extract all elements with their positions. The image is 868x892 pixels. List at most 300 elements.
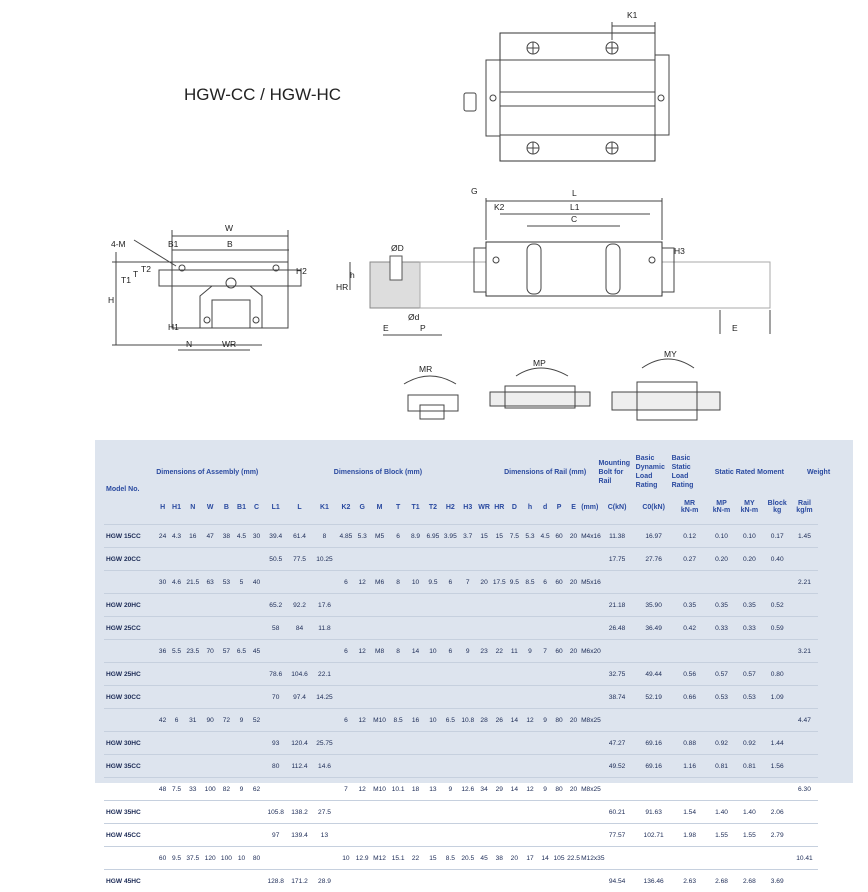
value-cell: 80 — [552, 778, 566, 801]
value-cell: 27.76 — [636, 548, 672, 571]
value-cell — [507, 732, 522, 755]
value-cell — [169, 663, 184, 686]
value-cell: 1.54 — [672, 801, 708, 824]
value-cell: 52.19 — [636, 686, 672, 709]
label-e-right: E — [732, 323, 738, 333]
sub-header-cell: N — [184, 490, 201, 525]
label-g: G — [471, 186, 478, 196]
value-cell — [234, 732, 249, 755]
value-cell — [459, 801, 476, 824]
table-row — [104, 709, 846, 732]
label-t: T — [133, 269, 138, 279]
value-cell: 25.75 — [312, 732, 338, 755]
value-cell — [522, 824, 538, 847]
value-cell: 53 — [219, 571, 234, 594]
value-cell — [407, 801, 424, 824]
value-cell: M6 — [370, 571, 390, 594]
value-cell: 7 — [337, 778, 354, 801]
sub-header-cell: B — [219, 490, 234, 525]
value-cell: 15 — [492, 525, 507, 548]
value-cell: 77.5 — [287, 548, 311, 571]
value-cell: 0.66 — [672, 686, 708, 709]
value-cell — [636, 709, 672, 732]
value-cell — [538, 870, 552, 892]
value-cell — [442, 548, 459, 571]
value-cell: 49.52 — [599, 755, 636, 778]
value-cell — [442, 870, 459, 892]
label-k2: K2 — [494, 202, 505, 212]
value-cell: 97.4 — [287, 686, 311, 709]
value-cell: 60 — [552, 571, 566, 594]
value-cell — [636, 571, 672, 594]
value-cell: 0.20 — [708, 548, 736, 571]
value-cell: 171.2 — [287, 870, 311, 892]
value-cell — [566, 755, 581, 778]
value-cell: 21.5 — [184, 571, 201, 594]
value-cell: 12 — [355, 778, 370, 801]
value-cell — [636, 778, 672, 801]
value-cell — [201, 663, 218, 686]
value-cell: 12 — [355, 709, 370, 732]
value-cell — [219, 801, 234, 824]
value-cell — [566, 801, 581, 824]
value-cell: 8 — [389, 640, 406, 663]
value-cell — [791, 732, 818, 755]
value-cell — [287, 778, 311, 801]
value-cell — [337, 548, 354, 571]
value-cell — [264, 778, 287, 801]
value-cell — [219, 870, 234, 892]
value-cell — [442, 732, 459, 755]
value-cell: 100 — [201, 778, 218, 801]
spec-table-panel — [95, 440, 853, 783]
value-cell: 58 — [264, 617, 287, 640]
label-my: MY — [664, 349, 677, 359]
value-cell: 70 — [201, 640, 218, 663]
value-cell — [219, 732, 234, 755]
value-cell — [476, 755, 491, 778]
value-cell: 72 — [219, 709, 234, 732]
value-cell — [791, 870, 818, 892]
value-cell: 136.46 — [636, 870, 672, 892]
value-cell — [370, 732, 390, 755]
value-cell: 4.5 — [538, 525, 552, 548]
value-cell: 0.10 — [708, 525, 736, 548]
value-cell: 49.44 — [636, 663, 672, 686]
label-b1: B1 — [168, 239, 179, 249]
value-cell: 8 — [389, 571, 406, 594]
value-cell: 2.68 — [708, 870, 736, 892]
value-cell: 6.5 — [234, 640, 249, 663]
value-cell — [763, 640, 791, 663]
value-cell — [169, 732, 184, 755]
value-cell: 9.5 — [424, 571, 441, 594]
table-row — [104, 755, 846, 778]
header-block: Dimensions of Block (mm) — [264, 454, 492, 490]
value-cell — [287, 571, 311, 594]
value-cell — [312, 778, 338, 801]
label-p: P — [420, 323, 426, 333]
value-cell — [249, 732, 264, 755]
moment-unit: kN-m — [708, 507, 736, 514]
header-rail: Dimensions of Rail (mm) — [492, 454, 599, 490]
label-k1: K1 — [627, 10, 638, 20]
value-cell — [234, 548, 249, 571]
value-cell: 138.2 — [287, 801, 311, 824]
value-cell — [581, 801, 598, 824]
value-cell — [201, 870, 218, 892]
value-cell: 105.8 — [264, 801, 287, 824]
value-cell — [507, 801, 522, 824]
value-cell — [763, 847, 791, 870]
value-cell: 22.1 — [312, 663, 338, 686]
value-cell — [234, 801, 249, 824]
value-cell: 0.59 — [763, 617, 791, 640]
value-cell: 22.5 — [566, 847, 581, 870]
value-cell — [566, 732, 581, 755]
value-cell — [552, 663, 566, 686]
value-cell — [538, 548, 552, 571]
value-cell: M10 — [370, 778, 390, 801]
value-cell — [264, 709, 287, 732]
value-cell — [169, 801, 184, 824]
page-title: HGW-CC / HGW-HC — [184, 85, 341, 105]
value-cell — [552, 594, 566, 617]
value-cell — [708, 571, 736, 594]
value-cell: 34 — [476, 778, 491, 801]
value-cell: 3.7 — [459, 525, 476, 548]
value-cell — [791, 617, 818, 640]
value-cell — [552, 870, 566, 892]
value-cell: 14 — [407, 640, 424, 663]
table-row — [104, 663, 846, 686]
value-cell — [201, 686, 218, 709]
value-cell: 23 — [476, 640, 491, 663]
sub-header-cell: L1 — [264, 490, 287, 525]
sub-header-row — [104, 490, 846, 525]
value-cell — [156, 548, 169, 571]
value-cell: 29 — [492, 778, 507, 801]
value-cell — [476, 801, 491, 824]
value-cell — [264, 571, 287, 594]
value-cell — [355, 686, 370, 709]
model-cell: HGW 15CC — [104, 525, 156, 548]
value-cell — [581, 732, 598, 755]
model-cell — [104, 571, 156, 594]
value-cell — [234, 594, 249, 617]
value-cell: 9 — [459, 640, 476, 663]
value-cell — [234, 617, 249, 640]
value-cell: 0.88 — [672, 732, 708, 755]
value-cell: 17 — [522, 847, 538, 870]
value-cell — [424, 686, 441, 709]
value-cell — [507, 663, 522, 686]
value-cell: 1.55 — [708, 824, 736, 847]
value-cell — [389, 801, 406, 824]
value-cell: 2.68 — [735, 870, 763, 892]
value-cell — [763, 571, 791, 594]
sub-header-cell: E — [566, 490, 581, 525]
sub-header-cell: K1 — [312, 490, 338, 525]
model-cell: HGW 30CC — [104, 686, 156, 709]
value-cell: 6 — [442, 640, 459, 663]
value-cell: 65.2 — [264, 594, 287, 617]
value-cell — [219, 755, 234, 778]
value-cell: M4x16 — [581, 525, 598, 548]
value-cell: 0.92 — [708, 732, 736, 755]
label-b: B — [227, 239, 233, 249]
value-cell: 14 — [507, 778, 522, 801]
value-cell — [538, 755, 552, 778]
header-static: Basic Static Load Rating — [672, 454, 708, 490]
value-cell — [184, 755, 201, 778]
spec-table-body — [104, 454, 846, 892]
value-cell — [599, 571, 636, 594]
value-cell — [507, 594, 522, 617]
value-cell: 0.92 — [735, 732, 763, 755]
value-cell: 7 — [459, 571, 476, 594]
value-cell — [169, 870, 184, 892]
value-cell: 78.6 — [264, 663, 287, 686]
value-cell: 6.30 — [791, 778, 818, 801]
value-cell — [735, 778, 763, 801]
value-cell — [312, 571, 338, 594]
value-cell — [791, 824, 818, 847]
value-cell — [581, 824, 598, 847]
value-cell — [476, 663, 491, 686]
value-cell — [424, 732, 441, 755]
sub-header-cell: C0(kN) — [636, 490, 672, 525]
table-row — [104, 617, 846, 640]
value-cell: 10 — [337, 847, 354, 870]
value-cell — [566, 870, 581, 892]
sub-header-cell: M — [370, 490, 390, 525]
label-c: C — [571, 214, 577, 224]
value-cell: 9 — [442, 778, 459, 801]
value-cell — [708, 778, 736, 801]
value-cell — [538, 732, 552, 755]
value-cell — [492, 617, 507, 640]
value-cell — [459, 686, 476, 709]
value-cell: 82 — [219, 778, 234, 801]
value-cell — [219, 686, 234, 709]
value-cell: 0.33 — [708, 617, 736, 640]
value-cell — [566, 594, 581, 617]
value-cell — [184, 548, 201, 571]
moment-unit: kN-m — [735, 507, 763, 514]
value-cell: 13 — [312, 824, 338, 847]
sub-header-cell — [735, 490, 763, 525]
value-cell: 22 — [492, 640, 507, 663]
value-cell — [201, 594, 218, 617]
value-cell — [389, 870, 406, 892]
value-cell — [287, 709, 311, 732]
label-e-left: E — [383, 323, 389, 333]
value-cell: 93 — [264, 732, 287, 755]
value-cell — [424, 548, 441, 571]
weight-unit: kg — [763, 507, 791, 514]
value-cell — [389, 824, 406, 847]
value-cell — [522, 686, 538, 709]
value-cell: 28 — [476, 709, 491, 732]
value-cell — [389, 594, 406, 617]
header-bolt: Mounting Bolt for Rail — [599, 454, 636, 490]
table-row — [104, 571, 846, 594]
value-cell: 2.21 — [791, 571, 818, 594]
value-cell — [581, 663, 598, 686]
value-cell: 8.5 — [522, 571, 538, 594]
sub-header-cell: (mm) — [581, 490, 598, 525]
value-cell — [407, 663, 424, 686]
model-cell: HGW 45CC — [104, 824, 156, 847]
value-cell — [234, 870, 249, 892]
value-cell: 12.9 — [355, 847, 370, 870]
value-cell — [407, 755, 424, 778]
value-cell: 84 — [287, 617, 311, 640]
table-row — [104, 525, 846, 548]
value-cell: 9 — [522, 640, 538, 663]
value-cell: 32.75 — [599, 663, 636, 686]
value-cell: 0.33 — [735, 617, 763, 640]
moment-label: MP — [708, 500, 736, 507]
value-cell: 7 — [538, 640, 552, 663]
value-cell — [476, 686, 491, 709]
value-cell — [538, 686, 552, 709]
value-cell — [184, 801, 201, 824]
value-cell — [370, 801, 390, 824]
value-cell: 77.57 — [599, 824, 636, 847]
value-cell: 30 — [249, 525, 264, 548]
value-cell: 17.75 — [599, 548, 636, 571]
value-cell: 15 — [424, 847, 441, 870]
value-cell: 3.95 — [442, 525, 459, 548]
label-w: W — [225, 223, 233, 233]
value-cell — [708, 847, 736, 870]
model-cell: HGW 25HC — [104, 663, 156, 686]
value-cell — [507, 617, 522, 640]
value-cell — [287, 847, 311, 870]
value-cell — [636, 640, 672, 663]
value-cell — [249, 663, 264, 686]
value-cell: 20 — [566, 571, 581, 594]
label-h-small: h — [350, 270, 355, 280]
value-cell — [355, 870, 370, 892]
header-model: Model No. — [104, 454, 156, 525]
value-cell — [156, 755, 169, 778]
value-cell: 9 — [234, 778, 249, 801]
value-cell — [156, 686, 169, 709]
label-t1: T1 — [121, 275, 131, 285]
value-cell: 60 — [156, 847, 169, 870]
value-cell — [249, 548, 264, 571]
value-cell: 14 — [507, 709, 522, 732]
value-cell: 20 — [566, 778, 581, 801]
value-cell: 0.35 — [708, 594, 736, 617]
value-cell — [507, 870, 522, 892]
value-cell — [552, 732, 566, 755]
value-cell: 10 — [407, 571, 424, 594]
value-cell — [424, 801, 441, 824]
value-cell: 6 — [389, 525, 406, 548]
value-cell — [552, 755, 566, 778]
value-cell — [791, 594, 818, 617]
value-cell: 1.40 — [708, 801, 736, 824]
value-cell — [459, 732, 476, 755]
value-cell: 16 — [407, 709, 424, 732]
value-cell — [312, 640, 338, 663]
value-cell: 14 — [538, 847, 552, 870]
value-cell: 0.53 — [708, 686, 736, 709]
label-mr: MR — [419, 364, 432, 374]
value-cell — [234, 755, 249, 778]
value-cell — [184, 594, 201, 617]
value-cell: 6 — [337, 571, 354, 594]
value-cell — [581, 870, 598, 892]
value-cell: 10 — [234, 847, 249, 870]
label-l: L — [572, 188, 577, 198]
value-cell — [312, 847, 338, 870]
value-cell: 9.5 — [169, 847, 184, 870]
value-cell: 10.1 — [389, 778, 406, 801]
value-cell — [389, 732, 406, 755]
value-cell — [234, 663, 249, 686]
value-cell — [355, 755, 370, 778]
value-cell — [424, 663, 441, 686]
value-cell — [219, 548, 234, 571]
value-cell: 12 — [355, 571, 370, 594]
value-cell — [791, 686, 818, 709]
block-top-view — [464, 22, 669, 161]
value-cell: 120 — [201, 847, 218, 870]
value-cell — [355, 663, 370, 686]
label-4m: 4-M — [111, 239, 126, 249]
value-cell: 0.52 — [763, 594, 791, 617]
value-cell — [507, 824, 522, 847]
value-cell: 38.74 — [599, 686, 636, 709]
value-cell — [234, 686, 249, 709]
sub-header-cell: H — [156, 490, 169, 525]
value-cell — [355, 548, 370, 571]
sub-header-cell: L — [287, 490, 311, 525]
value-cell: 0.81 — [708, 755, 736, 778]
label-h3: H3 — [674, 246, 685, 256]
value-cell — [337, 617, 354, 640]
value-cell — [337, 732, 354, 755]
value-cell — [337, 824, 354, 847]
value-cell: 0.53 — [735, 686, 763, 709]
sub-header-cell: d — [538, 490, 552, 525]
value-cell — [581, 755, 598, 778]
value-cell — [264, 847, 287, 870]
block-end-view — [112, 230, 301, 350]
label-l1: L1 — [570, 202, 580, 212]
value-cell: 6.95 — [424, 525, 441, 548]
value-cell: 27.5 — [312, 801, 338, 824]
value-cell: 60.21 — [599, 801, 636, 824]
value-cell: 6 — [169, 709, 184, 732]
value-cell: M12x35 — [581, 847, 598, 870]
value-cell: 7.5 — [169, 778, 184, 801]
label-n: N — [186, 339, 192, 349]
sub-header-cell: P — [552, 490, 566, 525]
value-cell: 4.5 — [234, 525, 249, 548]
value-cell: 5.3 — [355, 525, 370, 548]
value-cell: 0.81 — [735, 755, 763, 778]
value-cell — [337, 870, 354, 892]
value-cell — [249, 755, 264, 778]
value-cell — [355, 824, 370, 847]
value-cell: 97 — [264, 824, 287, 847]
